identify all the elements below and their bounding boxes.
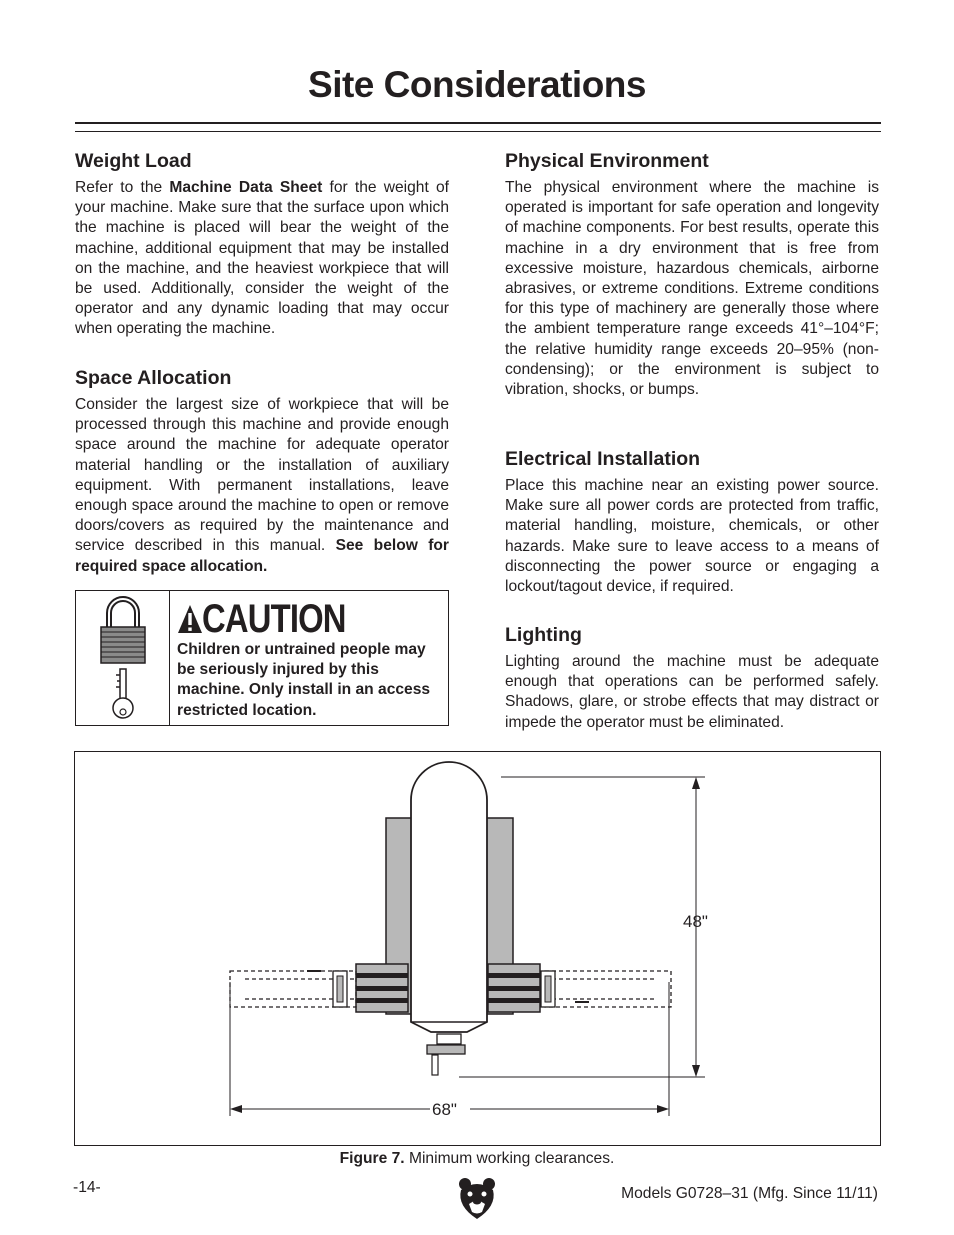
physical-environment-text: The physical environment where the machine is operated is important for safe operation and longevity of machine components. For best results, operate this machine in a dry environment that is free from excessive moisture, hazardous chemicals, airborne abrasives, or extreme conditions. Extreme conditions for this type of machinery are generally those where the ambient temperature range exceeds 41°–104°F; the relative humidity range exceeds 20–95% (non-condensing); or the environment is subject to vibration, shocks, or bumps. [505, 179, 879, 399]
physical-environment-heading: Physical Environment [505, 150, 709, 172]
machine-clearance-diagram [75, 752, 880, 1145]
figure-caption: Figure 7. Minimum working clearances. [339, 1150, 615, 1167]
height-dimension-label: 48" [683, 912, 708, 931]
warning-triangle-icon [177, 604, 203, 634]
weight-load-text: Refer to the Machine Data Sheet for the weight of your machine. Make sure that the surface upon which the machine is placed will bear the weight of the machine, additional equipment that may be installed on the machine, and the heaviest workpiece that will be used. Additionally, consider the weight of the operator and any dynamic loading that may occur when operating the machine. [75, 179, 449, 338]
electrical-installation-heading: Electrical Installation [505, 448, 701, 470]
width-dimension-label: 68" [432, 1100, 457, 1119]
padlock-key-icon [76, 591, 169, 725]
page-number: -14- [73, 1179, 101, 1196]
space-allocation-text: Consider the largest size of workpiece that will be processed through this machine and provide enough space around the machine for adequate operator material handling or the installation of auxiliary equipment. With permanent installations, leave enough space around the machine to open or remove doors/covers as required by the maintenance and service described in this manual. See below for required space allocation. [75, 396, 449, 575]
models-footer: Models G0728–31 (Mfg. Since 11/11) [621, 1185, 878, 1202]
space-allocation-heading: Space Allocation [75, 367, 232, 389]
caution-box [75, 590, 449, 726]
caution-label: CAUTION [202, 597, 346, 641]
caution-message: Children or untrained people may be seriously injured by this machine. Only install in an access restricted location. [177, 641, 431, 719]
grizzly-bear-logo-icon [457, 1176, 497, 1220]
weight-load-heading: Weight Load [75, 150, 192, 172]
title-rule-thick [75, 122, 881, 124]
lighting-text: Lighting around the machine must be adequate enough that operations can be performed safely. Shadows, glare, or strobe effects that may distract or impede the operator must be eliminated. [505, 653, 879, 731]
lock-key-icon-cell [76, 591, 170, 725]
title-rule-thin [75, 131, 881, 132]
page-title: Site Considerations [308, 64, 646, 105]
electrical-installation-text: Place this machine near an existing power source. Make sure all power cords are protected from traffic, material handling, moisture, chemicals, or other hazards. Make sure to leave access to a means of disconnecting the power source or engaging a lockout/tagout device, if required. [505, 477, 879, 596]
clearance-figure [74, 751, 881, 1146]
lighting-heading: Lighting [505, 624, 582, 646]
